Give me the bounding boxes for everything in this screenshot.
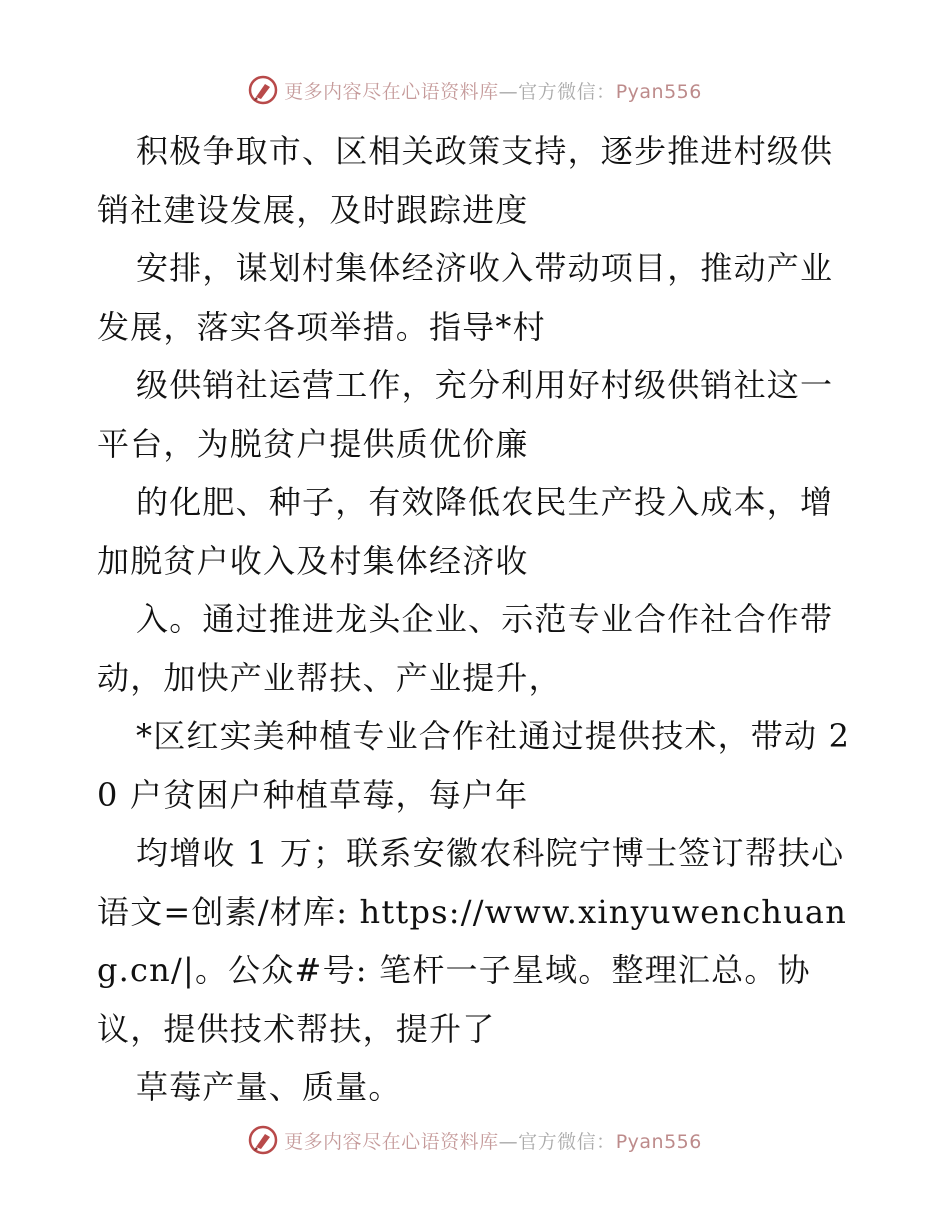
pen-nib-logo-icon	[248, 1125, 278, 1155]
paragraph: 草莓产量、质量。	[136, 1068, 402, 1106]
paragraph: *区红实美种植专业合作社通过提供技术，带动 20 户贫困户种植草莓，每户年	[97, 717, 851, 814]
document-body	[97, 122, 857, 1117]
header-banner	[0, 70, 950, 110]
header-banner-text	[284, 77, 702, 104]
footer-banner-text	[284, 1127, 702, 1154]
footer-banner-mid: —官方微信：	[498, 1130, 616, 1153]
paragraph: 均增收 1 万；联系安徽农科院宁博士签订帮扶心语文=创素/材库: https://www.xinyuwenchuang.cn/|。公众#号: 笔杆一子星域。整理汇总。协议，提供技术帮扶，提升了	[97, 834, 848, 1048]
header-banner-mid: —官方微信：	[498, 80, 616, 103]
footer-banner	[0, 1120, 950, 1160]
footer-banner-wechat-id: Pyan556	[615, 1130, 702, 1153]
header-banner-wechat-id: Pyan556	[615, 80, 702, 103]
paragraph: 积极争取市、区相关政策支持，逐步推进村级供销社建设发展，及时跟踪进度	[97, 132, 834, 229]
paragraph: 的化肥、种子，有效降低农民生产投入成本，增加脱贫户收入及村集体经济收	[97, 483, 834, 580]
footer-banner-main: 更多内容尽在心语资料库	[284, 1130, 499, 1153]
header-banner-main: 更多内容尽在心语资料库	[284, 80, 499, 103]
paragraph: 安排，谋划村集体经济收入带动项目，推动产业发展，落实各项举措。指导*村	[97, 249, 834, 346]
pen-nib-logo-icon	[248, 75, 278, 105]
paragraph: 入。通过推进龙头企业、示范专业合作社合作带动，加快产业帮扶、产业提升，	[97, 600, 834, 697]
paragraph: 级供销社运营工作，充分利用好村级供销社这一平台，为脱贫户提供质优价廉	[97, 366, 834, 463]
